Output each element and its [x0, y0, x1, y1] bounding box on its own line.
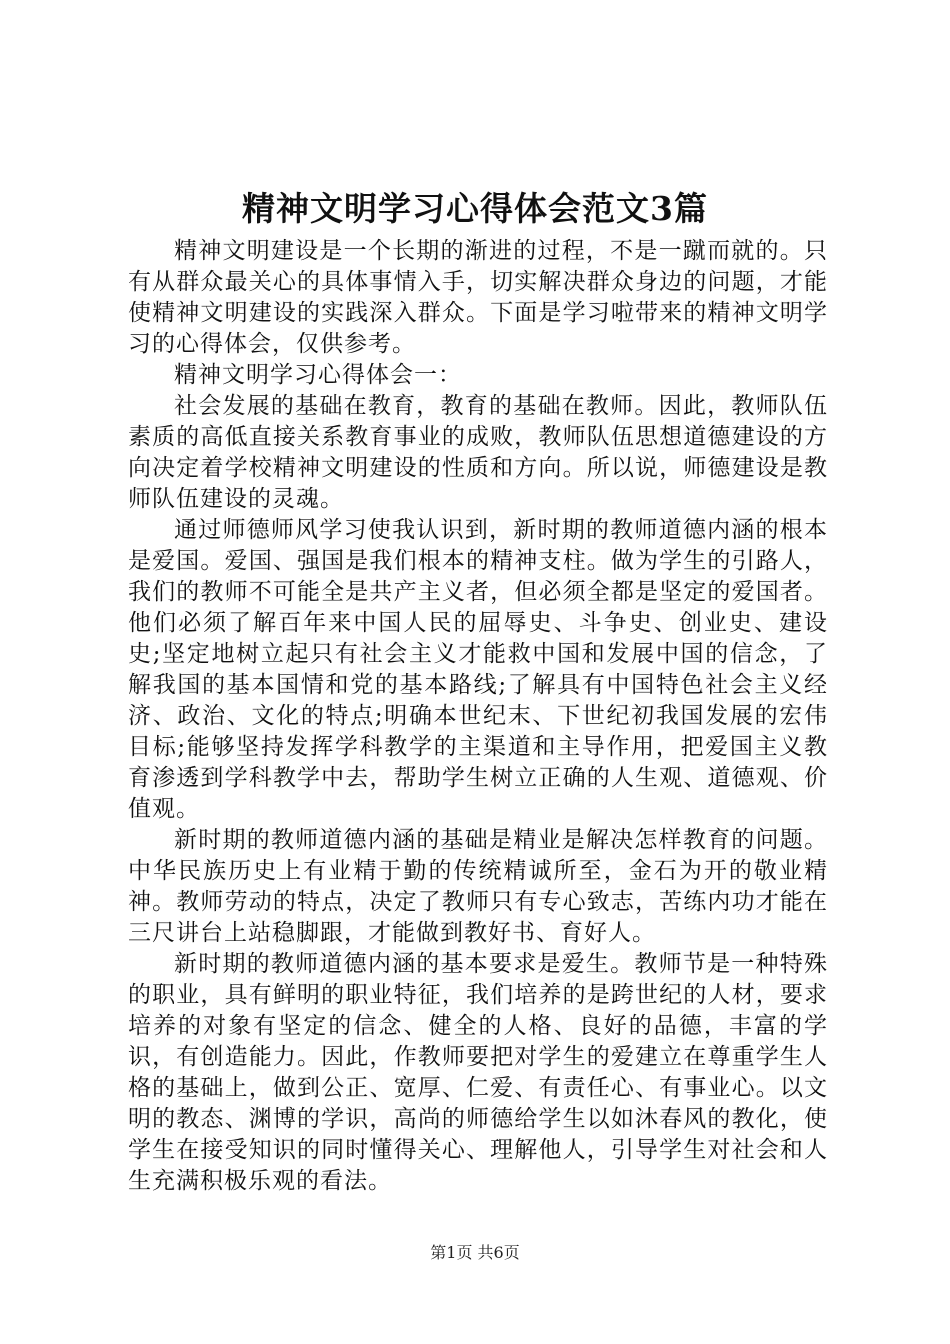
paragraph: 社会发展的基础在教育，教育的基础在教师。因此，教师队伍素质的高低直接关系教育事业的成败，教师队伍思想道德建设的方向决定着学校精神文明建设的性质和方向。所以说，师德建设是教师队伍建设的灵魂。	[128, 393, 828, 512]
document-title: 精神文明学习心得体会范文3篇	[242, 189, 708, 228]
paragraph: 新时期的教师道德内涵的基本要求是爱生。教师节是一种特殊的职业，具有鲜明的职业特征，我们培养的是跨世纪的人材，要求培养的对象有坚定的信念、健全的人格、良好的品德，丰富的学识，有创造能力。因此，作教师要把对学生的爱建立在尊重学生人格的基础上，做到公正、宽厚、仁爱、有责任心、有事业心。以文明的教态、渊博的学识，高尚的师德给学生以如沐春风的教化，使学生在接受知识的同时懂得关心、理解他人，引导学生对社会和人生充满积极乐观的看法。	[128, 951, 828, 1194]
paragraph: 通过师德师风学习使我认识到，新时期的教师道德内涵的根本是爱国。爱国、强国是我们根本的精神支柱。做为学生的引路人，我们的教师不可能全是共产主义者，但必须全都是坚定的爱国者。他们必须了解百年来中国人民的屈辱史、斗争史、创业史、建设史;坚定地树立起只有社会主义才能救中国和发展中国的信念，了解我国的基本国情和党的基本路线;了解具有中国特色社会主义经济、政治、文化的特点;明确本世纪末、下世纪初我国发展的宏伟目标;能够坚持发挥学科教学的主渠道和主导作用，把爱国主义教育渗透到学科教学中去，帮助学生树立正确的人生观、道德观、价值观。	[128, 517, 828, 822]
section-heading: 精神文明学习心得体会一：	[174, 362, 462, 388]
page-number-footer: 第1页 共6页	[430, 1243, 520, 1262]
paragraph-intro: 精神文明建设是一个长期的渐进的过程，不是一蹴而就的。只有从群众最关心的具体事情入手，切实解决群众身边的问题，才能使精神文明建设的实践深入群众。下面是学习啦带来的精神文明学习的心得体会，仅供参考。	[128, 238, 828, 357]
paragraph: 新时期的教师道德内涵的基础是精业是解决怎样教育的问题。中华民族历史上有业精于勤的传统精诚所至，金石为开的敬业精神。教师劳动的特点，决定了教师只有专心致志，苦练内功才能在三尺讲台上站稳脚跟，才能做到教好书、育好人。	[128, 827, 828, 946]
document-body	[128, 236, 828, 1197]
